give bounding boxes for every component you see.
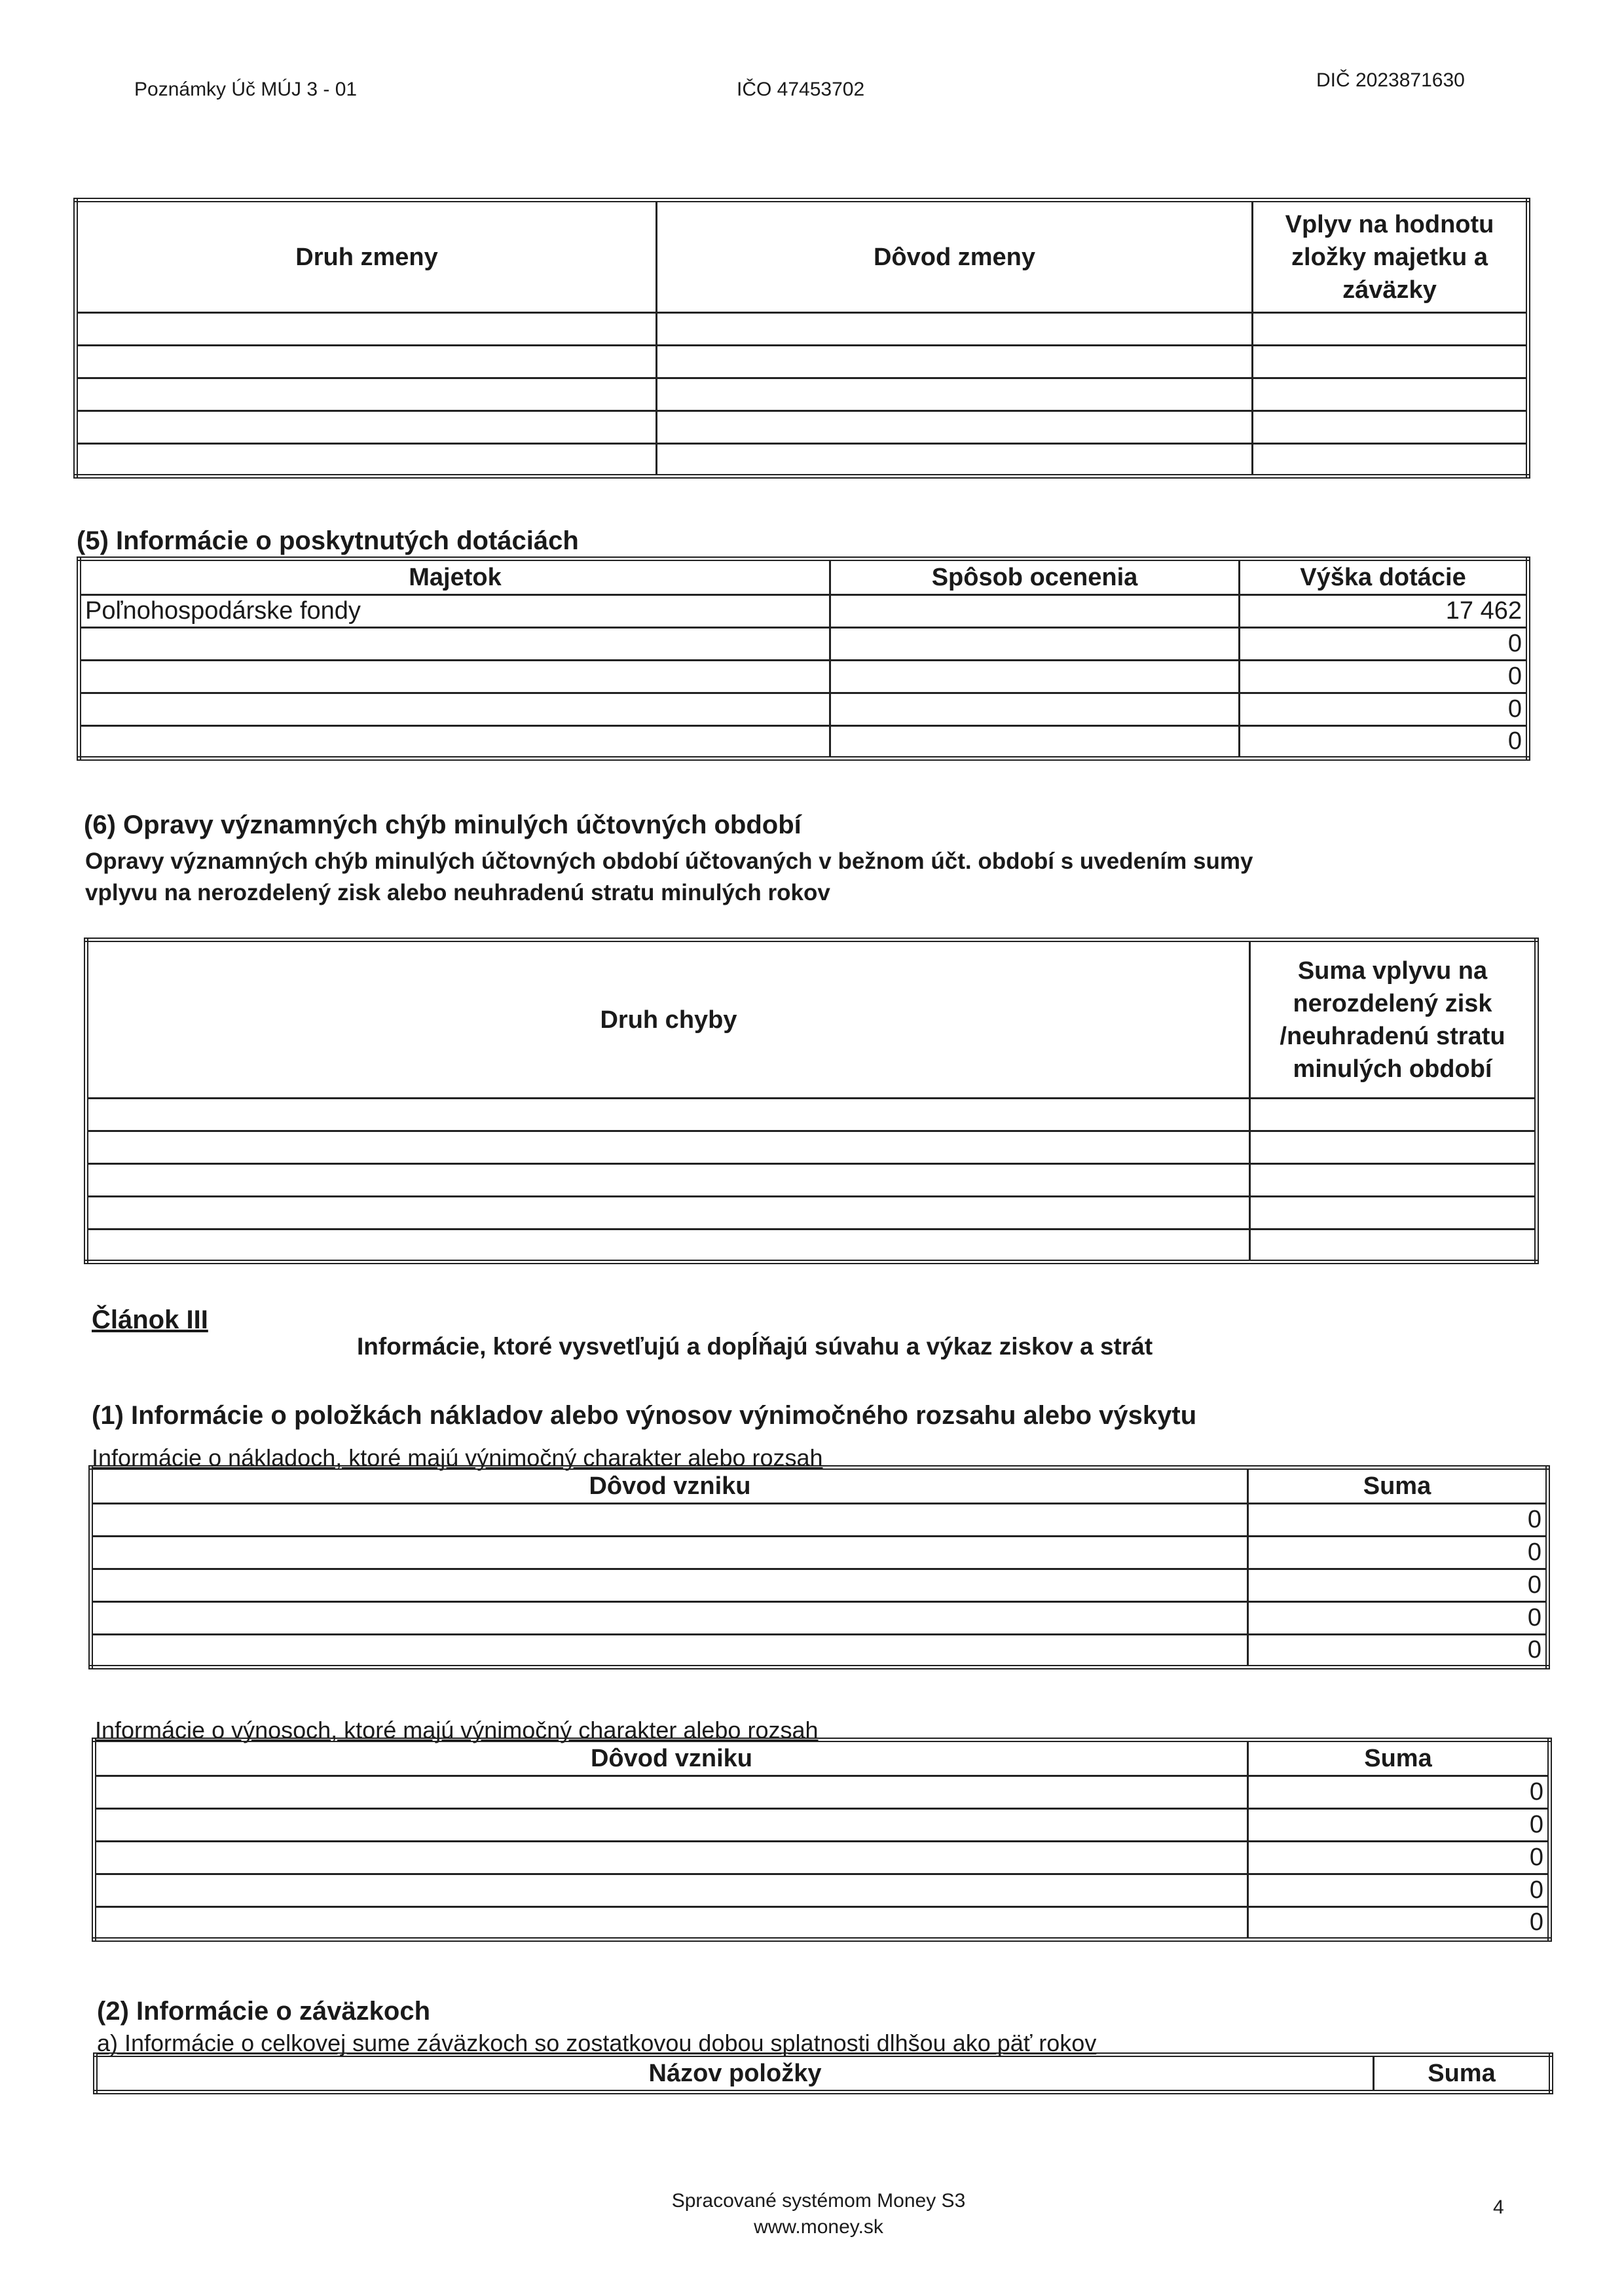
table-cell[interactable]: 0 (1248, 1635, 1548, 1667)
table-cell[interactable] (1250, 1197, 1537, 1230)
table-row (86, 1230, 1537, 1262)
table-row (79, 726, 1528, 759)
table-cell[interactable] (76, 313, 657, 346)
table-cell[interactable] (830, 595, 1240, 628)
section2-title: (2) Informácie o záväzkoch (97, 1997, 431, 2026)
table-cell[interactable] (657, 378, 1253, 411)
table-cell[interactable] (86, 1197, 1250, 1230)
table-cell[interactable] (91, 1569, 1248, 1602)
table-cell[interactable] (76, 346, 657, 378)
table-row (76, 313, 1528, 346)
table-cell[interactable] (1250, 1230, 1537, 1262)
table-cell[interactable] (830, 661, 1240, 693)
article3-subtitle: Informácie, ktoré vysvetľujú a dopĺňajú súvahu a výkaz ziskov a strát (357, 1333, 1153, 1360)
table-cell[interactable] (91, 1537, 1248, 1569)
revenues-caption: Informácie o výnosoch, ktoré majú výnimočný charakter alebo rozsah (95, 1717, 819, 1743)
table-cell[interactable] (76, 411, 657, 444)
table-row (79, 595, 1528, 628)
table-cell[interactable] (76, 444, 657, 477)
table-cell[interactable] (86, 1230, 1250, 1262)
liabilities-table (93, 2052, 1553, 2094)
table-header-row (76, 200, 1528, 313)
table-cell[interactable] (830, 628, 1240, 661)
section2-caption: a) Informácie o celkovej sume záväzkoch so zostatkovou dobou splatnosti dlhšou ako päť rokov (97, 2030, 1097, 2056)
section1-title: (1) Informácie o položkách nákladov alebo výnosov výnimočného rozsahu alebo výskytu (92, 1401, 1197, 1430)
table-cell[interactable] (94, 1842, 1248, 1874)
column-header: Výška dotácie (1240, 559, 1528, 595)
table-cell[interactable] (86, 1099, 1250, 1131)
column-header: Dôvod zmeny (657, 200, 1253, 313)
table-cell[interactable] (79, 693, 830, 726)
table-row (91, 1537, 1548, 1569)
table-row (94, 1874, 1550, 1907)
column-header: Názov položky (96, 2055, 1374, 2092)
subsidies-table (77, 556, 1530, 761)
table-cell[interactable] (91, 1504, 1248, 1537)
article3-title: Článok III (92, 1305, 208, 1334)
table-row (91, 1602, 1548, 1635)
table-cell[interactable] (76, 378, 657, 411)
header-ico: IČO 47453702 (737, 79, 865, 100)
column-header: Majetok (79, 559, 830, 595)
column-header: Spôsob ocenenia (830, 559, 1240, 595)
header-dic: DIČ 2023871630 (1316, 69, 1465, 91)
table-row (94, 1842, 1550, 1874)
table-row (91, 1504, 1548, 1537)
table-header-row (86, 940, 1537, 1099)
table-cell[interactable]: 0 (1248, 1569, 1548, 1602)
table-cell[interactable]: 0 (1248, 1907, 1550, 1940)
column-header: Suma (1248, 1740, 1550, 1776)
table-cell[interactable]: 0 (1248, 1602, 1548, 1635)
table-header-row (96, 2055, 1551, 2092)
table-cell[interactable]: 0 (1240, 628, 1528, 661)
table-cell[interactable] (1250, 1164, 1537, 1197)
table-cell[interactable] (1253, 411, 1528, 444)
column-header: Suma (1374, 2055, 1551, 2092)
table-cell[interactable] (1253, 444, 1528, 477)
table-cell[interactable]: 0 (1248, 1504, 1548, 1537)
column-header: Druh chyby (86, 940, 1250, 1099)
table-cell[interactable] (1253, 346, 1528, 378)
section6-note-line1: Opravy významných chýb minulých účtovných období účtovaných v bežnom účt. období s uvedením sumy (85, 848, 1253, 874)
table-cell[interactable] (94, 1776, 1248, 1809)
table-cell[interactable]: 0 (1240, 661, 1528, 693)
table-cell[interactable] (94, 1874, 1248, 1907)
table-row (76, 444, 1528, 477)
table-cell[interactable]: 0 (1248, 1842, 1550, 1874)
section6-title: (6) Opravy významných chýb minulých účtovných období (84, 811, 802, 839)
section5-title: (5) Informácie o poskytnutých dotáciách (77, 526, 579, 555)
table-cell[interactable] (830, 726, 1240, 759)
table-row (76, 346, 1528, 378)
table-header-row (91, 1468, 1548, 1504)
column-header: Druh zmeny (76, 200, 657, 313)
section6-note-line2: vplyvu na nerozdelený zisk alebo neuhradenú stratu minulých rokov (85, 880, 830, 905)
table-row (79, 661, 1528, 693)
table-cell[interactable] (94, 1907, 1248, 1940)
table-cell[interactable]: Poľnohospodárske fondy (79, 595, 830, 628)
table-row (79, 693, 1528, 726)
table-row (91, 1569, 1548, 1602)
errors-table (84, 938, 1539, 1264)
table-row (94, 1776, 1550, 1809)
table-cell[interactable] (86, 1164, 1250, 1197)
table-cell[interactable] (657, 411, 1253, 444)
table-cell[interactable] (657, 444, 1253, 477)
changes-table (73, 198, 1530, 479)
table-row (86, 1197, 1537, 1230)
table-row (94, 1809, 1550, 1842)
table-row (76, 378, 1528, 411)
table-row (91, 1635, 1548, 1667)
table-cell[interactable]: 0 (1248, 1874, 1550, 1907)
table-header-row (79, 559, 1528, 595)
table-row (86, 1131, 1537, 1164)
table-cell[interactable] (1253, 378, 1528, 411)
table-row (94, 1907, 1550, 1940)
footer-website: www.money.sk (754, 2216, 883, 2238)
table-cell[interactable] (91, 1602, 1248, 1635)
column-header: Suma vplyvu na nerozdelený zisk /neuhradenú stratu minulých období (1250, 940, 1537, 1099)
table-cell[interactable]: 0 (1240, 726, 1528, 759)
table-row (86, 1099, 1537, 1131)
table-cell[interactable] (79, 628, 830, 661)
table-row (86, 1164, 1537, 1197)
column-header: Suma (1248, 1468, 1548, 1504)
page-number: 4 (1493, 2196, 1504, 2218)
table-row (76, 411, 1528, 444)
costs-table (88, 1465, 1550, 1669)
table-cell[interactable]: 0 (1248, 1809, 1550, 1842)
table-cell[interactable] (1250, 1099, 1537, 1131)
table-cell[interactable] (79, 661, 830, 693)
table-header-row (94, 1740, 1550, 1776)
footer-line1: Spracované systémom Money S3 (671, 2190, 966, 2212)
table-cell[interactable] (79, 726, 830, 759)
table-cell[interactable]: 17 462 (1240, 595, 1528, 628)
column-header: Dôvod vzniku (91, 1468, 1248, 1504)
table-cell[interactable] (830, 693, 1240, 726)
table-row (79, 628, 1528, 661)
header-form-code: Poznámky Úč MÚJ 3 - 01 (134, 79, 358, 100)
table-cell[interactable] (657, 346, 1253, 378)
table-cell[interactable] (86, 1131, 1250, 1164)
column-header: Vplyv na hodnotu zložky majetku a záväzky (1253, 200, 1528, 313)
table-cell[interactable] (91, 1635, 1248, 1667)
table-cell[interactable] (94, 1809, 1248, 1842)
table-cell[interactable]: 0 (1240, 693, 1528, 726)
table-cell[interactable] (657, 313, 1253, 346)
table-cell[interactable] (1253, 313, 1528, 346)
table-cell[interactable]: 0 (1248, 1776, 1550, 1809)
revenues-table (92, 1738, 1552, 1942)
costs-caption: Informácie o nákladoch, ktoré majú výnimočný charakter alebo rozsah (92, 1444, 823, 1471)
column-header: Dôvod vzniku (94, 1740, 1248, 1776)
table-cell[interactable]: 0 (1248, 1537, 1548, 1569)
table-cell[interactable] (1250, 1131, 1537, 1164)
